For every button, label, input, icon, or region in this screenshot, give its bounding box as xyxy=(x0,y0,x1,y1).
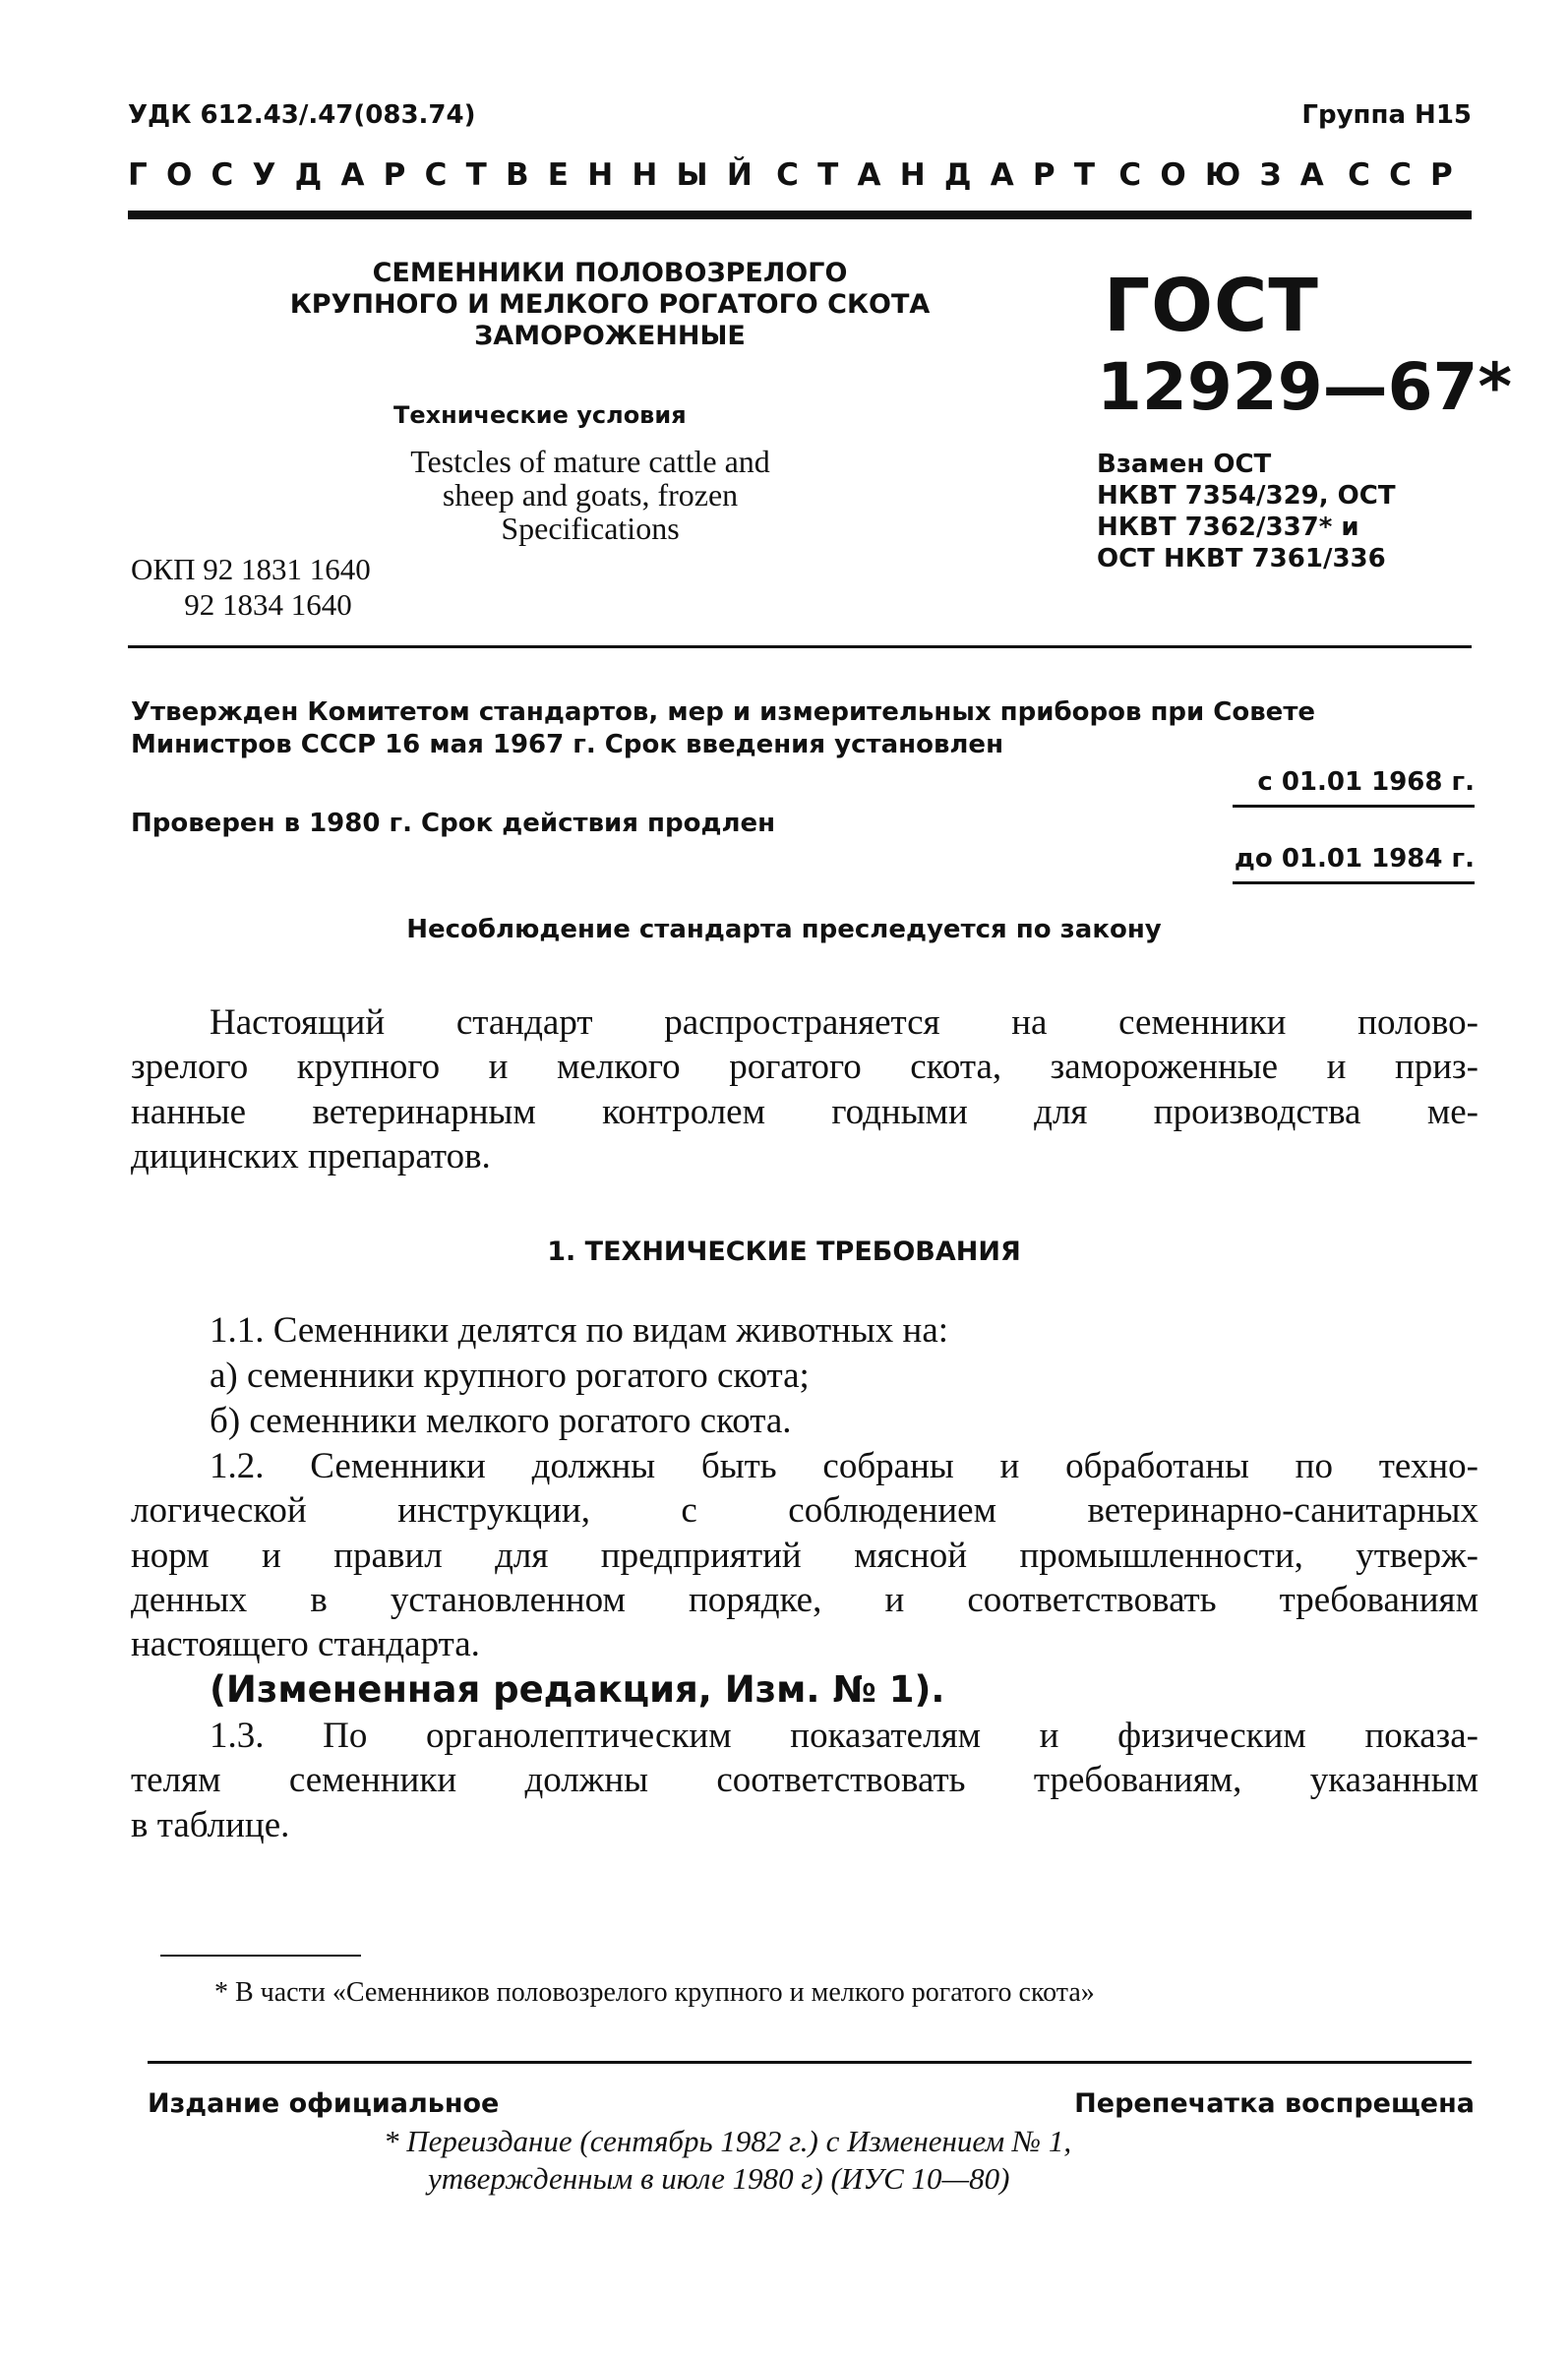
reissue-note xyxy=(384,2123,1071,2198)
replaces-line: НКВТ 7362/337* и xyxy=(1097,512,1359,542)
banner-word: СТАНДАРТ xyxy=(776,157,1115,193)
text-line: зрелого крупного и мелкого рогатого скота, замороженные и приз- xyxy=(131,1047,1478,1088)
replaces-line: НКВТ 7354/329, ОСТ xyxy=(1097,480,1396,511)
text-line: телям семенники должны соответствовать требованиям, указанным xyxy=(131,1760,1478,1801)
footnote: * В части «Семенников половозрелого крупного и мелкого рогатого скота» xyxy=(214,1977,1095,2008)
clause-1-3 xyxy=(131,1714,1478,1847)
official-edition: Издание официальное xyxy=(148,2088,500,2119)
footer-rule xyxy=(148,2061,1472,2064)
footnote-rule xyxy=(160,1955,361,1957)
udk-code: УДК 612.43/.47(083.74) xyxy=(128,100,476,130)
clause-1-2 xyxy=(131,1444,1478,1667)
introduction-date-rule xyxy=(1233,805,1475,808)
text-line: нанные ветеринарным контролем годными для производства ме- xyxy=(131,1091,1478,1132)
reprint-prohibited: Перепечатка воспрещена xyxy=(1074,2088,1475,2119)
gos-standard-banner xyxy=(128,157,1472,193)
banner-word: СОЮЗА xyxy=(1118,157,1343,193)
text-line: Настоящий стандарт распространяется на семенники полово- xyxy=(210,1002,1478,1043)
introduction-date: с 01.01 1968 г. xyxy=(1257,767,1475,797)
banner-word: ГОСУДАРСТВЕННЫЙ xyxy=(128,157,772,193)
clause-1-1-b xyxy=(210,1399,1478,1443)
replaces-block xyxy=(1097,450,1396,575)
clause-1-1 xyxy=(210,1308,1478,1353)
text-line: 1.1. Семенники делятся по видам животных на: xyxy=(210,1310,949,1351)
replaces-line: Взамен ОСТ xyxy=(1097,450,1272,479)
title-line: СЕМЕННИКИ ПОЛОВОЗРЕЛОГО xyxy=(372,258,848,288)
reissue-line: утвержденным в июле 1980 г) (ИУС 10—80) xyxy=(428,2160,1010,2196)
text-line: дицинских препаратов. xyxy=(131,1135,491,1176)
validity-date: до 01.01 1984 г. xyxy=(1234,844,1475,874)
legal-notice: Несоблюдение стандарта преследуется по закону xyxy=(406,915,1162,944)
okp-codes: ОКП 92 1831 1640 92 1834 1640 xyxy=(131,552,371,622)
title-en-line: Specifications xyxy=(501,511,680,547)
text-line: настоящего стандарта. xyxy=(131,1624,480,1665)
gost-label: ГОСТ xyxy=(1104,264,1319,348)
text-line: денных в установленном порядке, и соответствовать требованиям xyxy=(131,1579,1478,1620)
group-code: Группа Н15 xyxy=(1301,100,1472,130)
amendment-note: (Измененная редакция, Изм. № 1). xyxy=(210,1668,945,1711)
approval-text: Утвержден Комитетом стандартов, мер и измерительных приборов при Совете Министров СССР 16 мая 1967 г. Срок введения установлен xyxy=(131,697,1316,759)
intro-paragraph xyxy=(131,1000,1478,1178)
clause-1-1-a xyxy=(210,1354,1478,1398)
validity-date-rule xyxy=(1233,881,1475,884)
header-rule xyxy=(128,211,1472,219)
banner-word: ССР xyxy=(1348,157,1472,193)
reissue-line: * Переиздание (сентябрь 1982 г.) с Изменением № 1, xyxy=(384,2124,1072,2158)
gost-number: 12929—67* xyxy=(1097,349,1512,425)
section-heading: 1. ТЕХНИЧЕСКИЕ ТРЕБОВАНИЯ xyxy=(547,1237,1021,1267)
replaces-line: ОСТ НКВТ 7361/336 xyxy=(1097,543,1386,573)
text-line: 1.3. По органолептическим показателям и физическим показа- xyxy=(210,1716,1478,1756)
text-line: б) семенники мелкого рогатого скота. xyxy=(210,1401,792,1441)
title-en-line: sheep and goats, frozen xyxy=(442,477,739,513)
document-title-en xyxy=(325,445,856,546)
text-line: в таблице. xyxy=(131,1804,290,1845)
title-line: КРУПНОГО И МЕЛКОГО РОГАТОГО СКОТА xyxy=(289,288,931,320)
text-line: 1.2. Семенники должны быть собраны и обработаны по техно- xyxy=(210,1446,1478,1486)
title-line: ЗАМОРОЖЕННЫЕ xyxy=(474,320,746,351)
document-title-ru xyxy=(256,258,964,352)
tech-conditions: Технические условия xyxy=(393,401,687,429)
checked-text: Проверен в 1980 г. Срок действия продлен xyxy=(131,809,776,838)
title-rule xyxy=(128,645,1472,648)
text-line: логической инструкции, с соблюдением ветеринарно-санитарных xyxy=(131,1490,1478,1532)
text-line: норм и правил для предприятий мясной промышленности, утверж- xyxy=(131,1535,1478,1576)
text-line: а) семенники крупного рогатого скота; xyxy=(210,1356,810,1396)
title-en-line: Testcles of mature cattle and xyxy=(410,444,770,479)
